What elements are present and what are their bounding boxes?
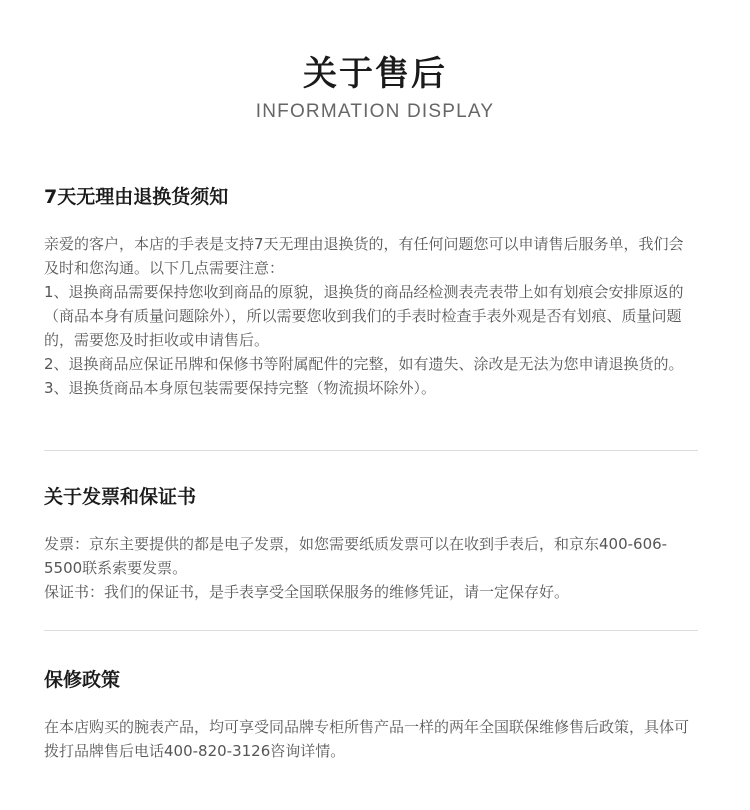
- warranty-policy-section: [44, 667, 698, 763]
- paragraph: 保证书：我们的保证书，是手表享受全国联保服务的维修凭证，请一定保存好。: [44, 583, 570, 601]
- paragraph: 发票：京东主要提供的都是电子发票，如您需要纸质发票可以在收到手表后，和京东400-606-5500联系索要发票。: [44, 535, 668, 577]
- section-divider: [44, 630, 698, 631]
- section-title: 7天无理由退换货须知: [44, 186, 229, 208]
- paragraph: 2、退换商品应保证吊牌和保修书等附属配件的完整，如有遗失、涂改是无法为您申请退换货的。: [44, 355, 684, 373]
- page-header: [0, 52, 750, 124]
- page-subtitle: INFORMATION DISPLAY: [255, 101, 495, 122]
- return-policy-section: [44, 184, 698, 400]
- paragraph: 3、退换货商品本身原包装需要保持完整（物流损坏除外）。: [44, 379, 437, 397]
- section-title: 关于发票和保证书: [44, 486, 197, 508]
- section-body: [44, 532, 698, 604]
- paragraph: 在本店购买的腕表产品，均可享受同品牌专柜所售产品一样的两年全国联保维修售后政策，具体可拨打品牌售后电话400-820-3126咨询详情。: [44, 718, 690, 760]
- paragraph: 1、退换商品需要保持您收到商品的原貌，退换货的商品经检测表壳表带上如有划痕会安排原返的（商品本身有质量问题除外），所以需要您收到我们的手表时检查手表外观是否有划痕、质量问题的，需要您及时拒收或申请售后。: [44, 283, 684, 349]
- page-title: 关于售后: [303, 54, 447, 94]
- section-divider: [44, 450, 698, 451]
- invoice-warranty-section: [44, 484, 698, 604]
- paragraph: 亲爱的客户，本店的手表是支持7天无理由退换货的，有任何问题您可以申请售后服务单，我们会及时和您沟通。以下几点需要注意：: [44, 235, 684, 277]
- section-body: [44, 232, 698, 400]
- section-body: [44, 715, 698, 763]
- section-title: 保修政策: [44, 669, 121, 691]
